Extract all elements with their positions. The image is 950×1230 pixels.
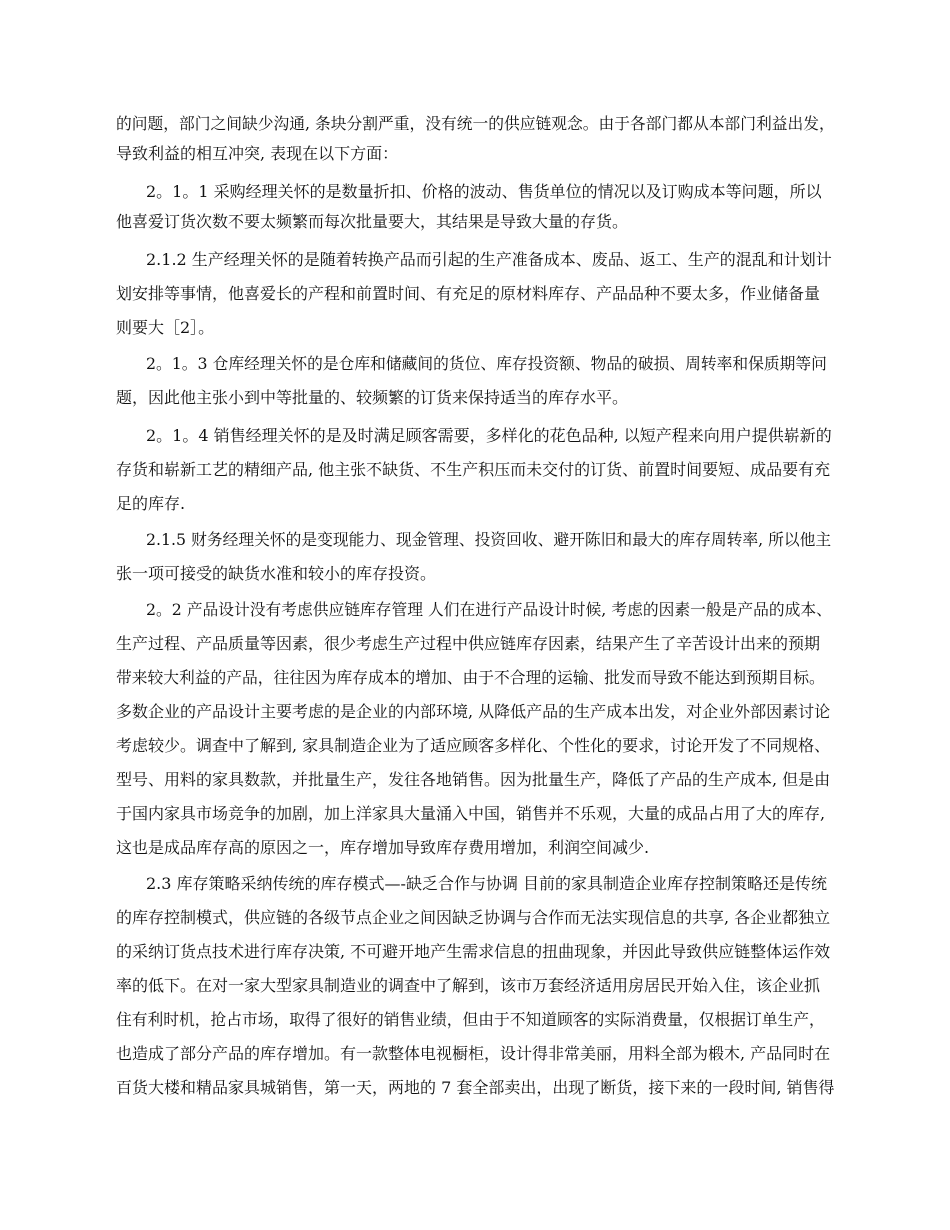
text-line: 则要大［2］。: [116, 318, 215, 337]
text-line: 2.3 库存策略采纳传统的库存模式—-缺乏合作与协调 目前的家具制造企业库存控制策略还是传统: [146, 874, 828, 893]
text-line: 2.1.2 生产经理关怀的是随着转换产品而引起的生产准备成本、废品、返工、生产的混乱和计划计: [146, 250, 832, 269]
text-line: 生产过程、产品质量等因素，很少考虑生产过程中供应链库存因素，结果产生了辛苦设计出来的预期: [116, 634, 821, 653]
text-line: 足的库存.: [116, 494, 186, 513]
text-line: 考虑较少。调查中了解到, 家具制造企业为了适应顾客多样化、个性化的要求，讨论开发了不同规格、: [116, 736, 831, 755]
text-line: 2.1.5 财务经理关怀的是变现能力、现金管理、投资回收、避开陈旧和最大的库存周转率, 所以他主: [146, 530, 832, 549]
text-line: 他喜爱订货次数不要太频繁而每次批量要大，其结果是导致大量的存货。: [116, 212, 629, 231]
text-line: 于国内家具市场竞争的加剧，加上洋家具大量涌入中国，销售并不乐观，大量的成品占用了大的库存,: [116, 804, 826, 823]
text-line: 的问题，部门之间缺少沟通, 条块分割严重，没有统一的供应链观念。由于各部门都从本部门利益出发，: [116, 114, 835, 133]
text-line: 这也是成品库存高的原因之一，库存增加导致库存费用增加，利润空间减少.: [116, 838, 650, 857]
text-line: 2。1。3 仓库经理关怀的是仓库和储藏间的货位、库存投资额、物品的破损、周转率和保质期等问: [146, 354, 827, 373]
text-line: 题，因此他主张小到中等批量的、较频繁的订货来保持适当的库存水平。: [116, 388, 629, 407]
text-line: 划安排等事情，他喜爱长的产程和前置时间、有充足的原材料库存、产品品种不要太多，作业储备量: [116, 284, 821, 303]
text-line: 百货大楼和精品家具城销售，第一天，两地的 7 套全部卖出，出现了断货，接下来的一段时间, 销售得: [116, 1078, 835, 1097]
text-line: 张一项可接受的缺货水准和较小的库存投资。: [116, 564, 437, 583]
text-line: 带来较大利益的产品，往往因为库存成本的增加、由于不合理的运输、批发而导致不能达到预期目标。: [116, 668, 825, 687]
text-line: 多数企业的产品设计主要考虑的是企业的内部环境, 从降低产品的生产成本出发，对企业外部因素讨论: [116, 702, 831, 721]
text-line: 住有利时机，抢占市场，取得了很好的销售业绩，但由于不知道顾客的实际消费量，仅根据订单生产，: [116, 1010, 825, 1029]
text-line: 2。1。4 销售经理关怀的是及时满足顾客需要，多样化的花色品种, 以短产程来向用户提供崭新的: [146, 426, 832, 445]
text-line: 2。1。1 采购经理关怀的是数量折扣、价格的波动、售货单位的情况以及订购成本等问题，所以: [146, 182, 822, 201]
text-line: 型号、用料的家具数款，并批量生产，发往各地销售。因为批量生产，降低了产品的生产成本, 但是由: [116, 770, 831, 789]
text-line: 的采纳订货点技术进行库存决策, 不可避开地产生需求信息的扭曲现象，并因此导致供应链整体运作效: [116, 942, 831, 961]
text-line: 的库存控制模式，供应链的各级节点企业之间因缺乏协调与合作而无法实现信息的共享, 各企业都独立: [116, 908, 831, 927]
text-line: 率的低下。在对一家大型家具制造业的调查中了解到，该市万套经济适用房居民开始入住，该企业抓: [116, 976, 821, 995]
text-line: 存货和崭新工艺的精细产品, 他主张不缺货、不生产积压而未交付的订货、前置时间要短、成品要有充: [116, 460, 831, 479]
text-line: 也造成了部分产品的库存增加。有一款整体电视橱柜，设计得非常美丽，用料全部为椴木, 产品同时在: [116, 1044, 831, 1063]
text-line: 导致利益的相互冲突, 表现在以下方面：: [116, 144, 399, 163]
text-line: 2。2 产品设计没有考虑供应链库存管理 人们在进行产品设计时候, 考虑的因素一般是产品的成本、: [146, 600, 832, 619]
